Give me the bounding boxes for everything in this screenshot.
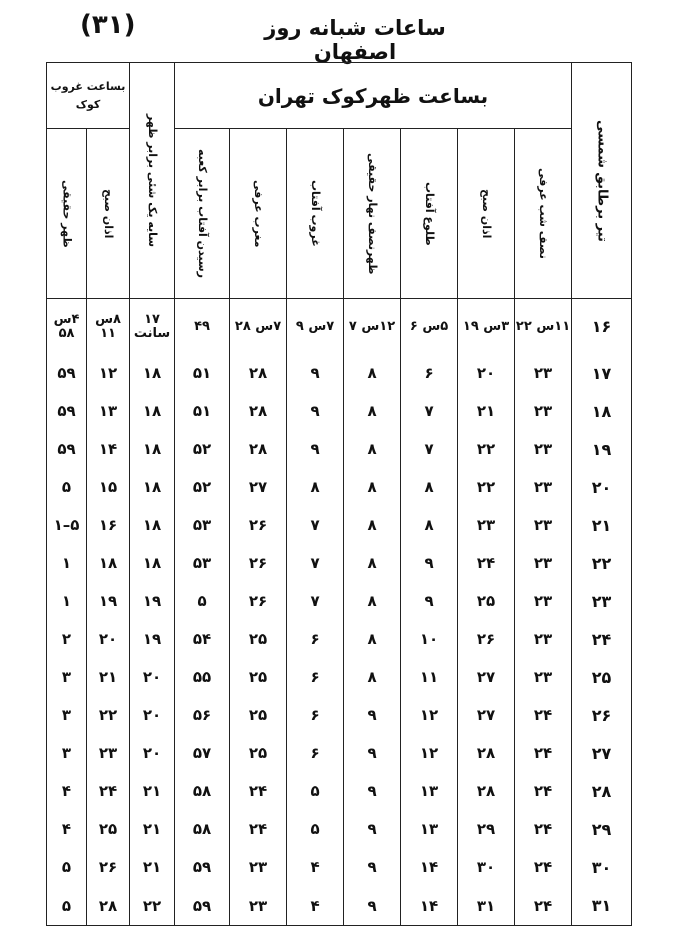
table-cell: ۹: [344, 886, 401, 925]
table-cell: ۵۹: [175, 886, 230, 925]
table-cell: ۱۹: [130, 620, 175, 658]
table-cell: ۱۱س ۲۲: [515, 299, 572, 355]
table-cell: ۲۱: [130, 848, 175, 886]
table-cell: ۸: [344, 506, 401, 544]
table-cell: ۲۲: [458, 468, 515, 506]
table-cell: ۲۳: [515, 620, 572, 658]
day-cell: ۲۳: [572, 582, 632, 620]
table-cell: ۱۲: [401, 734, 458, 772]
table-row: [47, 734, 632, 772]
table-cell: ۸س ۱۱: [87, 299, 130, 355]
table-cell: ۷: [287, 506, 344, 544]
table-cell: ۲۶: [230, 506, 287, 544]
table-cell: ۱۹: [130, 582, 175, 620]
table-row: [47, 772, 632, 810]
header-col-6: رسیدن آفتاب برابر کعبه: [175, 129, 230, 299]
table-cell: ۲۸: [458, 772, 515, 810]
table-cell: ۳: [47, 734, 87, 772]
table-cell: ۷: [287, 582, 344, 620]
table-cell: ۱۸: [130, 544, 175, 582]
table-cell: ۲۳: [515, 430, 572, 468]
table-cell: ۵: [287, 772, 344, 810]
table-cell: ۲۶: [458, 620, 515, 658]
table-cell: ۲۴: [230, 810, 287, 848]
table-cell: ۲۴: [515, 810, 572, 848]
day-cell: ۲۹: [572, 810, 632, 848]
table-cell: ۵: [175, 582, 230, 620]
table-cell: ۲۳: [230, 848, 287, 886]
page-title: ساعات شبانه روز اصفهان: [264, 16, 446, 64]
table-cell: ۴۹: [175, 299, 230, 355]
table-cell: ۹: [287, 354, 344, 392]
table-cell: ۲۳: [515, 392, 572, 430]
table-cell: ۳س ۱۹: [458, 299, 515, 355]
table-cell: ۱۳: [401, 810, 458, 848]
day-cell: ۱۸: [572, 392, 632, 430]
table-cell: ۱۸: [130, 506, 175, 544]
table-cell: ۵۹: [175, 848, 230, 886]
header-solar-date: تیر برطابق شمسی: [572, 63, 632, 299]
day-cell: ۲۲: [572, 544, 632, 582]
table-cell: ۸: [401, 468, 458, 506]
table-row: [47, 392, 632, 430]
prayer-times-table: [46, 62, 632, 926]
table-row: [47, 354, 632, 392]
table-cell: ۲۶: [230, 582, 287, 620]
header-col-1: اذان صبح: [458, 129, 515, 299]
day-cell: ۲۷: [572, 734, 632, 772]
table-cell: ۵۲: [175, 430, 230, 468]
table-cell: ۶: [287, 658, 344, 696]
page-number: (۳۱): [80, 10, 136, 40]
table-cell: ۵س ۶: [401, 299, 458, 355]
table-cell: ۲۷: [230, 468, 287, 506]
table-cell: ۲۳: [515, 468, 572, 506]
table-cell: ۲۲: [130, 886, 175, 925]
table-cell: ۲۴: [515, 886, 572, 925]
table-cell: ۱۷ سانت: [130, 299, 175, 355]
table-row: [47, 658, 632, 696]
table-cell: ۹: [344, 696, 401, 734]
table-cell: ۱۲س ۷: [344, 299, 401, 355]
table-cell: ۸: [344, 430, 401, 468]
header-sunset-group: بساعت غروب کوک: [47, 63, 130, 129]
table-cell: ۱۰: [401, 620, 458, 658]
table-cell: ۸: [344, 582, 401, 620]
table-row: [47, 696, 632, 734]
table-cell: ۵۹: [47, 430, 87, 468]
table-row: [47, 810, 632, 848]
table-cell: ۵۴: [175, 620, 230, 658]
header-col-0: نصف شب عرفی: [515, 129, 572, 299]
table-cell: ۴: [287, 848, 344, 886]
header-col-8: اذان صبح: [87, 129, 130, 299]
table-cell: ۲۱: [130, 810, 175, 848]
table-cell: ۲۹: [458, 810, 515, 848]
table-cell: ۶: [287, 620, 344, 658]
table-row: [47, 582, 632, 620]
table-cell: ۵۸: [175, 772, 230, 810]
day-cell: ۱۷: [572, 354, 632, 392]
table-cell: ۹: [401, 544, 458, 582]
table-cell: ۲۴: [515, 848, 572, 886]
table-cell: ۵۱: [175, 354, 230, 392]
table-cell: ۱: [47, 582, 87, 620]
table-cell: ۳: [47, 696, 87, 734]
table-cell: ۲۸: [458, 734, 515, 772]
day-cell: ۳۰: [572, 848, 632, 886]
table-cell: ۲۳: [515, 544, 572, 582]
table-cell: ۳: [47, 658, 87, 696]
day-cell: ۳۱: [572, 886, 632, 925]
table-row: [47, 848, 632, 886]
table-cell: ۴: [47, 772, 87, 810]
table-cell: ۵۹: [47, 354, 87, 392]
table-cell: ۱۶: [87, 506, 130, 544]
table-cell: ۲۰: [130, 696, 175, 734]
table-cell: ۵: [47, 848, 87, 886]
day-cell: ۲۰: [572, 468, 632, 506]
table-cell: ۶: [287, 696, 344, 734]
table-cell: ۷: [401, 430, 458, 468]
table-cell: ۱۱: [401, 658, 458, 696]
table-cell: ۲۳: [515, 506, 572, 544]
table-cell: ۵۳: [175, 544, 230, 582]
table-cell: ۵: [47, 468, 87, 506]
table-cell: ۶: [287, 734, 344, 772]
table-cell: ۴س ۵۸: [47, 299, 87, 355]
day-cell: ۲۶: [572, 696, 632, 734]
table-cell: ۹: [344, 734, 401, 772]
table-cell: ۲۱: [130, 772, 175, 810]
table-cell: ۵۳: [175, 506, 230, 544]
day-cell: ۱۶: [572, 299, 632, 355]
table-cell: ۵–۱: [47, 506, 87, 544]
table-cell: ۵۷: [175, 734, 230, 772]
table-cell: ۱۵: [87, 468, 130, 506]
table-cell: ۲۳: [87, 734, 130, 772]
table-cell: ۵۸: [175, 810, 230, 848]
table-cell: ۱۸: [130, 392, 175, 430]
table-cell: ۲۸: [230, 392, 287, 430]
table-cell: ۵۵: [175, 658, 230, 696]
table-row: [47, 620, 632, 658]
table-cell: ۵۱: [175, 392, 230, 430]
table-cell: ۱۸: [87, 544, 130, 582]
table-cell: ۷س ۹: [287, 299, 344, 355]
table-row: [47, 468, 632, 506]
table-cell: ۱۲: [87, 354, 130, 392]
table-cell: ۷: [287, 544, 344, 582]
table-cell: ۲۴: [515, 696, 572, 734]
table-cell: ۲۵: [230, 696, 287, 734]
header-col-9: ظهر حقیقی: [47, 129, 87, 299]
table-cell: ۲۱: [87, 658, 130, 696]
header-col-3: ظهرنصف نهار حقیقی: [344, 129, 401, 299]
table-cell: ۲: [47, 620, 87, 658]
table-cell: ۱۸: [130, 468, 175, 506]
table-cell: ۸: [344, 620, 401, 658]
table-cell: ۲۷: [458, 696, 515, 734]
table-cell: ۹: [401, 582, 458, 620]
day-cell: ۲۵: [572, 658, 632, 696]
table-cell: ۸: [344, 392, 401, 430]
table-cell: ۲۶: [230, 544, 287, 582]
table-cell: ۵۶: [175, 696, 230, 734]
table-cell: ۲۸: [230, 354, 287, 392]
table-cell: ۲۰: [458, 354, 515, 392]
table-cell: ۴: [287, 886, 344, 925]
table-cell: ۱۴: [401, 886, 458, 925]
table-cell: ۱۹: [87, 582, 130, 620]
table-cell: ۲۳: [515, 354, 572, 392]
table-cell: ۱: [47, 544, 87, 582]
table-cell: ۲۴: [230, 772, 287, 810]
table-cell: ۷: [401, 392, 458, 430]
table-cell: ۱۴: [87, 430, 130, 468]
table-cell: ۸: [344, 544, 401, 582]
table-cell: ۲۱: [458, 392, 515, 430]
table-row: [47, 544, 632, 582]
table-cell: ۲۶: [87, 848, 130, 886]
table-cell: ۲۴: [87, 772, 130, 810]
table-cell: ۱۸: [130, 354, 175, 392]
table-body: [47, 299, 632, 926]
table-cell: ۲۲: [87, 696, 130, 734]
table-cell: ۲۴: [515, 734, 572, 772]
table-cell: ۴: [47, 810, 87, 848]
table-cell: ۸: [401, 506, 458, 544]
table-cell: ۲۳: [230, 886, 287, 925]
table-cell: ۳۱: [458, 886, 515, 925]
table-cell: ۹: [344, 848, 401, 886]
day-cell: ۲۱: [572, 506, 632, 544]
table-cell: ۲۲: [458, 430, 515, 468]
table-cell: ۲۵: [230, 734, 287, 772]
table-row: [47, 506, 632, 544]
table-cell: ۳۰: [458, 848, 515, 886]
table-cell: ۵۲: [175, 468, 230, 506]
table-cell: ۱۴: [401, 848, 458, 886]
table-cell: ۲۰: [130, 734, 175, 772]
header-col-4: غروب آفتاب: [287, 129, 344, 299]
table-cell: ۹: [344, 772, 401, 810]
table-cell: ۲۵: [230, 620, 287, 658]
table-cell: ۲۵: [87, 810, 130, 848]
table-cell: ۸: [344, 354, 401, 392]
table-cell: ۹: [287, 430, 344, 468]
table-cell: ۲۳: [515, 658, 572, 696]
table-cell: ۲۵: [458, 582, 515, 620]
table-cell: ۲۵: [230, 658, 287, 696]
table-cell: ۸: [344, 658, 401, 696]
table-cell: ۵: [287, 810, 344, 848]
table-row: [47, 886, 632, 925]
header-tehran-group: بساعت ظهرکوک تهران: [175, 63, 572, 129]
table-cell: ۶: [401, 354, 458, 392]
table-cell: ۲۸: [230, 430, 287, 468]
table-cell: ۹: [287, 392, 344, 430]
table-cell: ۱۲: [401, 696, 458, 734]
day-cell: ۲۸: [572, 772, 632, 810]
table-cell: ۸: [287, 468, 344, 506]
table-cell: ۵: [47, 886, 87, 925]
header-col-5: مغرب عرفی: [230, 129, 287, 299]
table-cell: ۲۳: [458, 506, 515, 544]
header-shadow: سایه یک شئی برابر ظهر: [130, 63, 175, 299]
table-cell: ۲۷: [458, 658, 515, 696]
table-cell: ۲۳: [515, 582, 572, 620]
table-row: [47, 430, 632, 468]
header-col-2: طلوع آفتاب: [401, 129, 458, 299]
table-cell: ۲۴: [458, 544, 515, 582]
table-cell: ۲۴: [515, 772, 572, 810]
table-cell: ۸: [344, 468, 401, 506]
table-cell: ۲۸: [87, 886, 130, 925]
table-row: [47, 299, 632, 355]
table-cell: ۷س ۲۸: [230, 299, 287, 355]
table-cell: ۲۰: [130, 658, 175, 696]
table-cell: ۱۳: [87, 392, 130, 430]
day-cell: ۲۴: [572, 620, 632, 658]
table-cell: ۱۸: [130, 430, 175, 468]
table-cell: ۱۳: [401, 772, 458, 810]
day-cell: ۱۹: [572, 430, 632, 468]
table-cell: ۹: [344, 810, 401, 848]
table-cell: ۲۰: [87, 620, 130, 658]
table-cell: ۵۹: [47, 392, 87, 430]
